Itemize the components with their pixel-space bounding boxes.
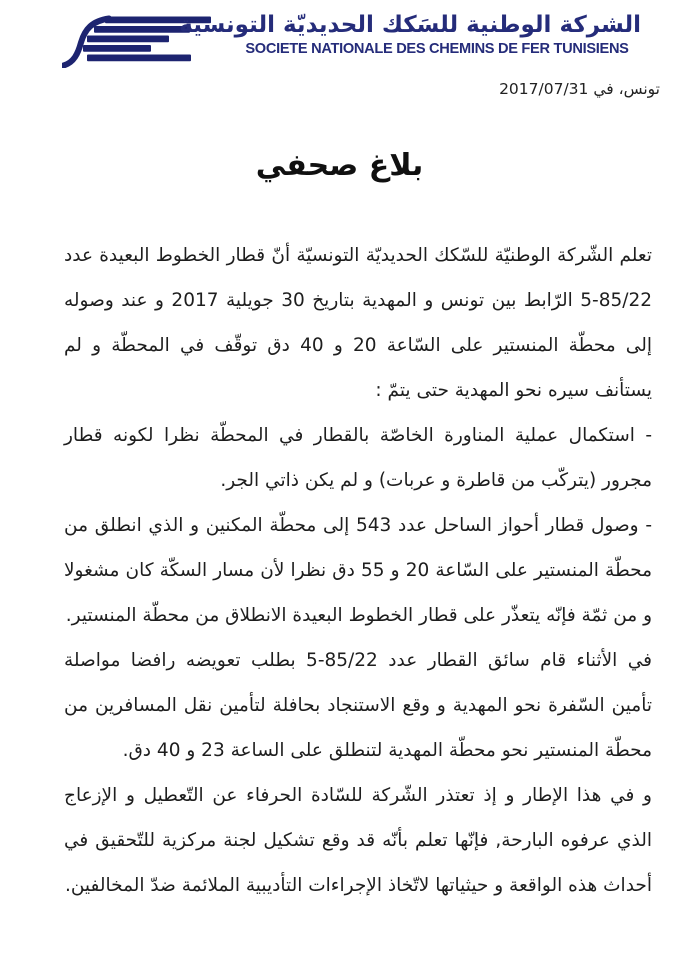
company-name-french: SOCIETE NATIONALE DES CHEMINS DE FER TUNISIENS (245, 41, 629, 58)
bullet-sahel-train-paragraph: - وصول قطار أحواز الساحل عدد 543 إلى محطّة المكنين و الذي انطلق من محطّة المنستير على السّاعة 20 و 55 دق نظرا لأن مسار السكّة كان مشغولا و من ثمّة فإنّه يتعذّر على قطار الخطوط البعيدة الانطلاق من محطّة المنستير. (64, 515, 653, 626)
press-release-title: بلاغ صحفي (255, 148, 424, 183)
driver-replacement-paragraph: في الأثناء قام سائق القطار عدد 85/22-5 بطلب تعويضه رافضا مواصلة تأمين السّفرة نحو المهدية و وقع الاستنجاد بحافلة لتأمين نقل المسافرين من محطّة المنستير نحو محطّة المهدية لتنطلق على الساعة 23 و 40 دق. (64, 650, 652, 761)
press-release-body (64, 233, 652, 908)
bullet-maneuver-paragraph: - استكمال عملية المناورة الخاصّة بالقطار في المحطّة نظرا لكونه قطار مجرور (يتركّب من قاطرة و عربات) و لم يكن ذاتي الجر. (64, 425, 652, 491)
company-header (179, 12, 641, 58)
intro-paragraph: تعلم الشّركة الوطنيّة للسّكك الحديديّة التونسيّة أنّ قطار الخطوط البعيدة عدد 85/22-5 الرّابط بين تونس و المهدية بتاريخ 30 جويلية 2017 و عند وصوله إلى محطّة المنستير على السّاعة 20 و 40 دق توقّف في المحطّة و لم يستأنف سيره نحو المهدية حتى يتمّ : (64, 245, 653, 401)
date-line: تونس، في 2017/07/31 (499, 80, 660, 98)
company-name-arabic: الشركة الوطنية للسَكك الحديديّة التونسية (179, 12, 641, 38)
apology-inquiry-paragraph: و في هذا الإطار و إذ تعتذر الشّركة للسّادة الحرفاء عن التّعطيل و الإزعاج الذي عرفوه البارحة, فإنّها تعلم بأنّه قد وقع تشكيل لجنة مركزية للتّحقيق في أحداث هذه الواقعة و حيثياتها لاتّخاذ الإجراءات التأديبية الملائمة ضدّ المخالفين. (64, 785, 652, 896)
